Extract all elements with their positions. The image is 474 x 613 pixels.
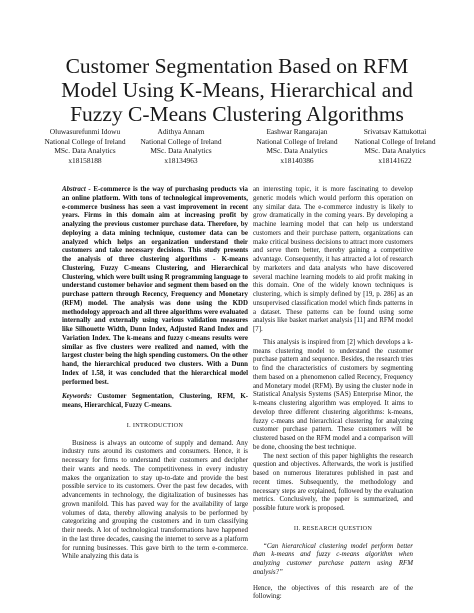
section-heading-introduction: I. INTRODUCTION [126,421,184,429]
author-affiliation: National College of Ireland [140,136,222,146]
keywords-text: Customer Segmentation, Clustering, RFM, K-means, Hierarchical, Fuzzy C-means. [62,393,248,409]
author-id: x18141622 [378,155,412,165]
author-affiliation: National College of Ireland [354,136,436,146]
author-id: x18140386 [280,155,314,165]
keywords [62,393,248,411]
paper-title: Customer Segmentation Based on RFM Model Using K-Means, Hierarchical and Fuzzy C-Means Clustering Algorithms [61,54,413,126]
objectives-intro: Hence, the objectives of this research are of the following: [253,584,413,601]
author-program: MSc. Data Analytics [364,146,426,156]
abstract-lead: Abstract - [62,186,91,193]
keywords-lead: Keywords: [62,393,92,401]
author-affiliation: National College of Ireland [44,136,126,146]
author-name: Adithya Annam [157,127,205,136]
author-affiliation: National College of Ireland [256,136,338,146]
abstract-text: E-commerce is the way of purchasing products via an online platform. With tons of technological improvements, e-commerce business has seen a vast improvement in recent years. Firms in this domain aim at increasing profit by analyzing the previous customer purchase data. Therefore, by deploying a data mining technique, customer data can be analyzed which helps an organization understand their customers and take necessary decisions. This study presents the analysis of three clustering algorithms - K-means Clustering, Fuzzy C-means Clustering, and Hierarchical Clustering, which were built using R programming language to understand customer behavior and segment them based on the purchase pattern through Recency, Frequency and Monetary (RFM) model. The analysis was done using the KDD methodology approach and all three algorithms were evaluated internally and externally using various validation measures like Silhouette Width, Dunn Index, Adjusted Rand Index and Variation Index. The k-means and fuzzy c-means results were similar as five clusters were realized and named, with the largest cluster being the high spending customers. On the other hand, the hierarchical produced two clusters. With a Dunn Index of 1.58, it was concluded that the hierarchical model performed best. [62,186,249,386]
introduction-paragraph: Business is always an outcome of supply and demand. Any industry runs around its customers and consumers. Hence, it is necessary for firms to understand their customers and decipher their wants and needs. The competitiveness in every industry makes the organization to stay up-to-date and provide the best possible service to its customers. Over the past few decades, with advancements in technology, the digitalization of businesses has grown manifold. This has paved way for the availability of large volumes of data, thereby allowing analysis to be performed by categorizing and grouping the customers and in turn classifying their needs. A lot of technological transformations have happened in the last three decades, causing the internet to serve as a platform for running businesses. This gave birth to the term e-commerce. While analyzing this data is [62,439,248,561]
research-question-text: “Can hierarchical clustering model perform better than k-means and fuzzy c-means algorithm when analyzing customer purchase pattern using RFM analysis?” [253,542,413,576]
author-name: Srivatsav Kattukottai [363,127,427,136]
author-name: Eashwar Rangarajan [266,127,328,136]
section-heading-research-question: II. RESEARCH QUESTION [293,524,373,532]
author-program: MSc. Data Analytics [54,146,116,156]
left-column [62,186,248,562]
body-paragraph: This analysis is inspired from [2] which develops a k-means clustering model to understand the customer purchase pattern and sequence. Besides, the research tries to find the characteristics of customers by segmenting them based on a phenomenon called Recency, Frequency and Monetary model (RFM). By using the cluster node in Statistical Analysis Systems (SAS) Enterprise Minor, the k-means clustering algorithm was employed. It aims to develop three different clustering algorithms: k-means, fuzzy c-means and hierarchical clustering for analyzing customer purchase pattern. These customers will be clustered based on the RFM model and a comparison will be done, choosing the best technique. [253,338,413,451]
right-column [253,186,413,602]
author-3 [242,127,352,165]
body-paragraph: an interesting topic, it is more fascinating to develop generic models which would perform this operation on any similar data. The e-commerce industry is likely to grow dramatically in the coming years. By developing a machine learning model that can help us understand customers and their purchase pattern, organizations can make critical business decisions to attract more customers and serve them better, thereby gaining a competitive advantage. Consequently, it has attracted a lot of research by marketers and data analysts who have discovered several machine learning models to aid profit making in this domain. One of the widely known techniques is clustering, which is simply defined by [19, p. 286] as an unsupervised classification model which finds patterns in a dataset. These patterns can be found using some analysis like basket market analysis [11] and RFM model [7]. [253,186,413,333]
author-id: x18158188 [68,155,102,165]
author-program: MSc. Data Analytics [266,146,328,156]
author-id: x18134963 [164,155,198,165]
author-2 [126,127,236,165]
author-name: Oluwasurefunmi Idowu [49,127,121,136]
author-1 [30,127,140,165]
body-paragraph: The next section of this paper highlights the research question and objectives. Afterwards, the work is justified based on numerous literatures published in past and recent times. Subsequently, the methodology and necessary steps are explained, followed by the evaluation metrics. Conclusively, the paper is summarized, and possible future work is proposed. [253,452,413,512]
author-4 [340,127,450,165]
abstract [62,186,248,387]
author-program: MSc. Data Analytics [150,146,212,156]
